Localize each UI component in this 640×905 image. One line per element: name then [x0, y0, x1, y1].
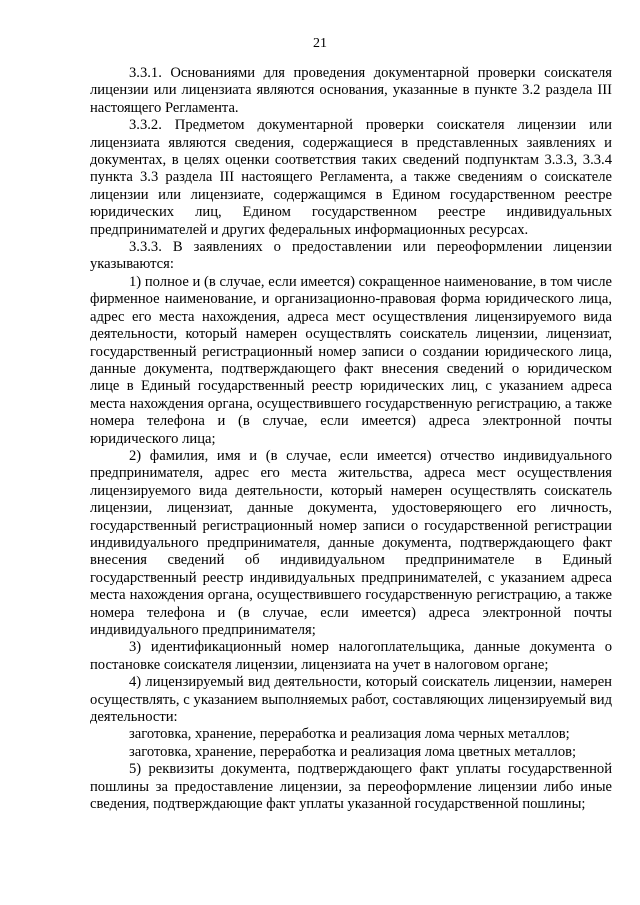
list-item-2: 2) фамилия, имя и (в случае, если имеется) отчество индивидуального предпринимателя, адрес его места жительства, адреса мест осуществления лицензируемого вида деятельности, который намерен осуществлять соискатель лицензии, лицензиат, данные документа, удостоверяющего его личность, государственный регистрационный номер записи о государственной регистрации индивидуального предпринимателя, данные документа, подтверждающего факт внесения сведений об индивидуальном предпринимателе в Единый государственный реестр индивидуальных предпринимателей, с указанием адреса места нахождения органа, осуществившего государственную регистрацию, а также номера телефона и (в случае, если имеется) адреса электронной почты индивидуального предпринимателя; [90, 447, 612, 638]
paragraph-3-3-3: 3.3.3. В заявлениях о предоставлении или переоформлении лицензии указываются: [90, 239, 612, 273]
work-item-nonferrous: заготовка, хранение, переработка и реализация лома цветных металлов; [129, 743, 577, 760]
paragraph-3-3-2: 3.3.2. Предметом документарной проверки соискателя лицензии или лицензиата являются сведения, содержащиеся в представленных заявлениях и документах, в целях оценки соответствия таких сведений подпунктам 3.3.3, 3.3.4 пункта 3.3 раздела III настоящего Регламента, а также сведениям о соискателе лицензии или лицензиате, содержащимся в Едином государственном реестре юридических лиц, Едином государственном реестре индивидуальных предпринимателей и других федеральных информационных ресурсах. [90, 117, 612, 238]
list-item-1: 1) полное и (в случае, если имеется) сокращенное наименование, в том числе фирменное наименование, и организационно-правовая форма юридического лица, адрес его места нахождения, адреса мест осуществления лицензируемого вида деятельности, который намерен осуществлять соискатель лицензии, лицензиат, государственный регистрационный номер записи о создании юридического лица, данные документа, подтверждающего факт внесения сведений о юридическом лице в Единый государственный реестр юридических лиц, с указанием адреса места нахождения органа, осуществившего государственную регистрацию, а также номера телефона и (в случае, если имеется) адреса электронной почты юридического лица; [90, 273, 612, 447]
document-body [90, 65, 612, 813]
list-item-5: 5) реквизиты документа, подтверждающего факт уплаты государственной пошлины за предоставление лицензии, за переоформление лицензии либо иные сведения, подтверждающие факт уплаты указанной государственной пошлины; [90, 761, 612, 813]
list-item-3: 3) идентификационный номер налогоплательщика, данные документа о постановке соискателя лицензии, лицензиата на учет в налоговом органе; [90, 639, 612, 673]
paragraph-3-3-1: 3.3.1. Основаниями для проведения документарной проверки соискателя лицензии или лицензиата являются основания, указанные в пункте 3.2 раздела III настоящего Регламента. [90, 65, 612, 116]
work-item-ferrous: заготовка, хранение, переработка и реализация лома черных металлов; [129, 726, 570, 743]
list-item-4: 4) лицензируемый вид деятельности, который соискатель лицензии, намерен осуществлять, с указанием выполняемых работ, составляющих лицензируемый вид деятельности: [90, 674, 612, 726]
page-number: 21 [313, 36, 327, 51]
